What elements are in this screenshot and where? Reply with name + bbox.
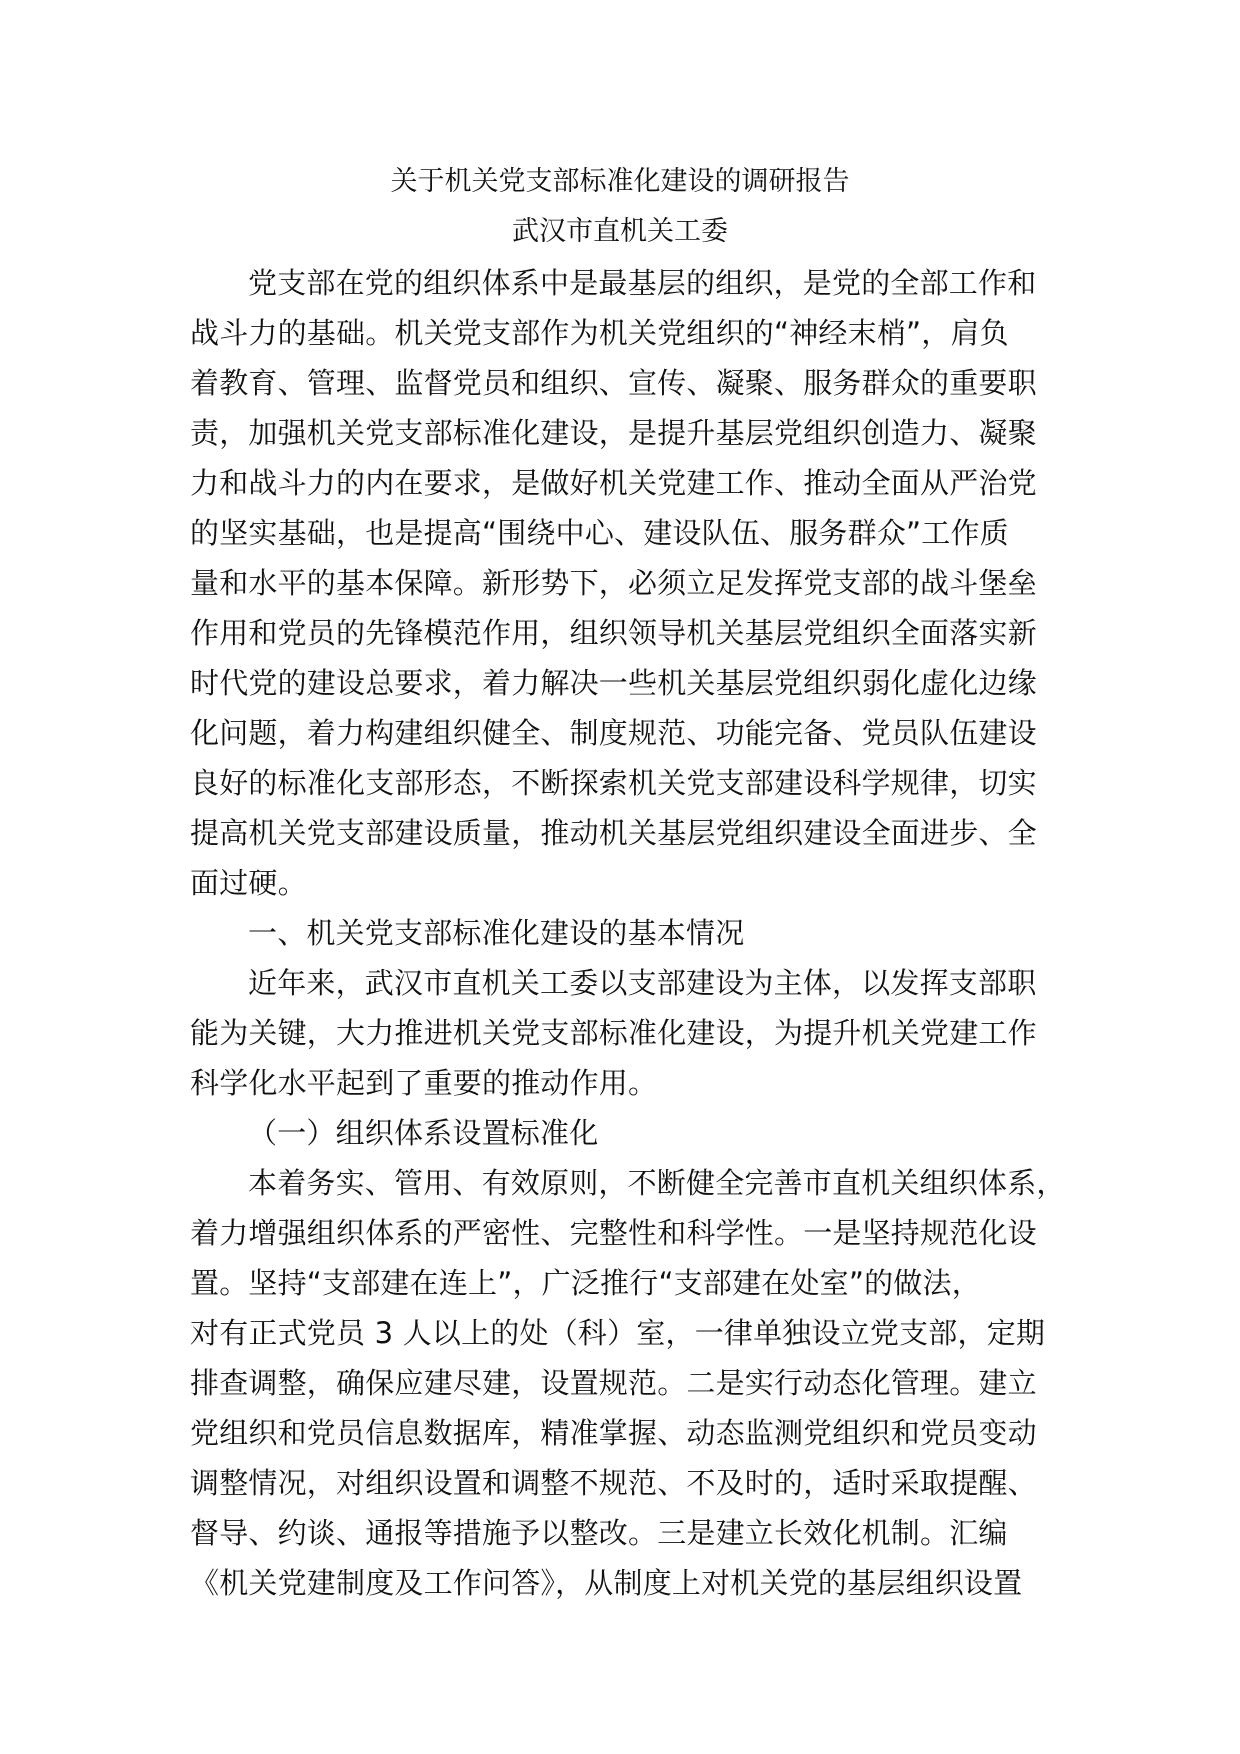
section-heading: 一、机关党支部标准化建设的基本情况 bbox=[248, 916, 745, 950]
paragraph-line: 着教育、管理、监督党员和组织、宣传、凝聚、服务群众的重要职 bbox=[190, 366, 1037, 400]
paragraph-line: 化问题，着力构建组织健全、制度规范、功能完备、党员队伍建设 bbox=[190, 716, 1037, 750]
paragraph-line: 督导、约谈、通报等措施予以整改。三是建立长效化机制。汇编 bbox=[190, 1516, 1008, 1550]
paragraph-line: 面过硬。 bbox=[190, 866, 307, 900]
paragraph-line: 置。坚持“支部建在连上”，广泛推行“支部建在处室”的做法， bbox=[190, 1266, 981, 1300]
paragraph-line: 作用和党员的先锋模范作用，组织领导机关基层党组织全面落实新 bbox=[190, 616, 1037, 650]
paragraph-line: 力和战斗力的内在要求，是做好机关党建工作、推动全面从严治党 bbox=[190, 466, 1037, 500]
paragraph-line: 责，加强机关党支部标准化建设，是提升基层党组织创造力、凝聚 bbox=[190, 416, 1037, 450]
paragraph-line: 科学化水平起到了重要的推动作用。 bbox=[190, 1066, 658, 1100]
paragraph-line: 时代党的建设总要求，着力解决一些机关基层党组织弱化虚化边缘 bbox=[190, 666, 1037, 700]
paragraph-line: 近年来，武汉市直机关工委以支部建设为主体，以发挥支部职 bbox=[248, 966, 1037, 1000]
paragraph-line: 排查调整，确保应建尽建，设置规范。二是实行动态化管理。建立 bbox=[190, 1366, 1037, 1400]
subsection-heading: （一）组织体系设置标准化 bbox=[248, 1116, 599, 1150]
document-body bbox=[190, 258, 1066, 1608]
paragraph-line: 调整情况，对组织设置和调整不规范、不及时的，适时采取提醒、 bbox=[190, 1466, 1037, 1500]
paragraph-line: 良好的标准化支部形态，不断探索机关党支部建设科学规律，切实 bbox=[190, 766, 1037, 800]
document-title: 关于机关党支部标准化建设的调研报告 bbox=[390, 166, 850, 197]
document-author: 武汉市直机关工委 bbox=[512, 216, 728, 247]
paragraph-line: 对有正式党员 3 人以上的处（科）室，一律单独设立党支部，定期 bbox=[190, 1316, 1046, 1350]
paragraph-line: 党支部在党的组织体系中是最基层的组织，是党的全部工作和 bbox=[248, 266, 1037, 300]
paragraph-line: 战斗力的基础。机关党支部作为机关党组织的“神经末梢”，肩负 bbox=[190, 316, 1009, 350]
paragraph-line: 党组织和党员信息数据库，精准掌握、动态监测党组织和党员变动 bbox=[190, 1416, 1037, 1450]
paragraph-line: 《机关党建制度及工作问答》，从制度上对机关党的基层组织设置 bbox=[190, 1566, 1023, 1600]
paragraph-line: 提高机关党支部建设质量，推动机关基层党组织建设全面进步、全 bbox=[190, 816, 1037, 850]
paragraph-line: 本着务实、管用、有效原则，不断健全完善市直机关组织体系， bbox=[248, 1166, 1066, 1200]
paragraph-line: 着力增强组织体系的严密性、完整性和科学性。一是坚持规范化设 bbox=[190, 1216, 1037, 1250]
paragraph-line: 的坚实基础，也是提高“围绕中心、建设队伍、服务群众”工作质 bbox=[190, 516, 1009, 550]
paragraph-line: 量和水平的基本保障。新形势下，必须立足发挥党支部的战斗堡垒 bbox=[190, 566, 1037, 600]
paragraph-line: 能为关键，大力推进机关党支部标准化建设，为提升机关党建工作 bbox=[190, 1016, 1037, 1050]
